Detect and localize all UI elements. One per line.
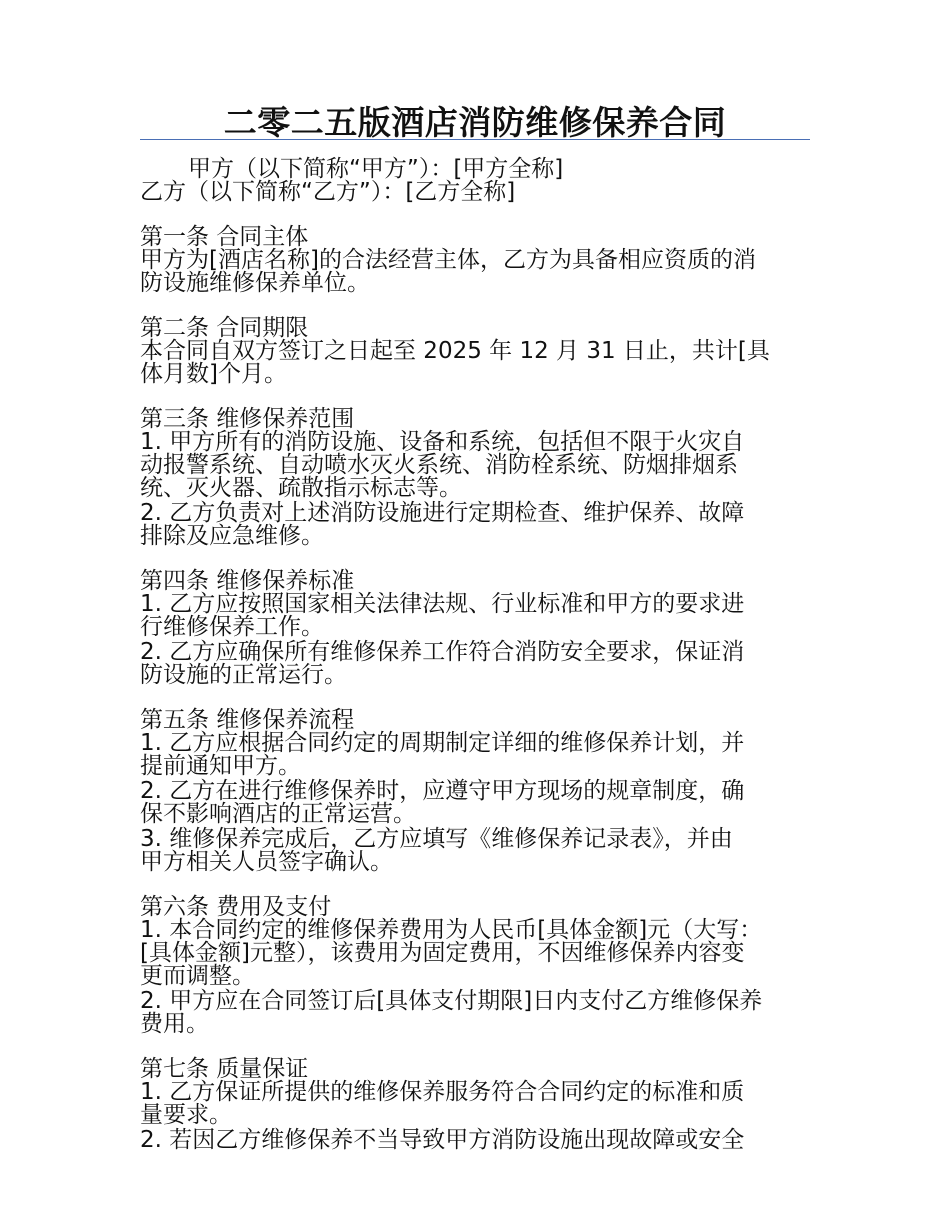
article-2-line: 本合同自双方签订之日起至 2025 年 12 月 31 日止，共计[具 — [140, 338, 770, 364]
article-7-heading: 第七条 质量保证 — [140, 1056, 309, 1082]
article-6-line: [具体金额]元整），该费用为固定费用，不因维修保养内容变 — [140, 940, 745, 966]
article-5-line: 保不影响酒店的正常运营。 — [140, 801, 416, 827]
article-5-line: 1. 乙方应根据合同约定的周期制定详细的维修保养计划，并 — [140, 730, 745, 756]
article-3-line: 统、灭火器、疏散指示标志等。 — [140, 475, 462, 501]
article-6-line: 费用。 — [140, 1011, 209, 1037]
article-3-line: 排除及应急维修。 — [140, 523, 324, 549]
article-7-line: 量要求。 — [140, 1102, 232, 1128]
article-3-line: 动报警系统、自动喷水灭火系统、消防栓系统、防烟排烟系 — [140, 452, 738, 478]
article-5-line: 甲方相关人员签字确认。 — [140, 849, 393, 875]
article-6-line: 更而调整。 — [140, 963, 255, 989]
article-7-line: 2. 若因乙方维修保养不当导致甲方消防设施出现故障或安全 — [140, 1127, 745, 1153]
article-3-heading: 第三条 维修保养范围 — [140, 406, 355, 432]
article-1-line: 防设施维修保养单位。 — [140, 270, 370, 296]
article-4-line: 2. 乙方应确保所有维修保养工作符合消防安全要求，保证消 — [140, 639, 745, 665]
article-3-line: 2. 乙方负责对上述消防设施进行定期检查、维护保养、故障 — [140, 500, 745, 526]
article-3-line: 1. 甲方所有的消防设施、设备和系统，包括但不限于火灾自 — [140, 429, 745, 455]
article-4-heading: 第四条 维修保养标准 — [140, 568, 355, 594]
party-a-line: 甲方（以下简称“甲方”）：[甲方全称] — [188, 156, 564, 182]
article-5-line: 提前通知甲方。 — [140, 753, 301, 779]
article-4-line: 行维修保养工作。 — [140, 614, 324, 640]
title-underline — [140, 139, 810, 140]
article-6-line: 2. 甲方应在合同签订后[具体支付期限]日内支付乙方维修保养 — [140, 988, 763, 1014]
article-1-heading: 第一条 合同主体 — [140, 224, 309, 250]
article-6-line: 1. 本合同约定的维修保养费用为人民币[具体金额]元（大写： — [140, 917, 763, 943]
article-1-line: 甲方为[酒店名称]的合法经营主体，乙方为具备相应资质的消 — [140, 247, 756, 273]
article-4-line: 1. 乙方应按照国家相关法律法规、行业标准和甲方的要求进 — [140, 591, 745, 617]
article-7-line: 1. 乙方保证所提供的维修保养服务符合合同约定的标准和质 — [140, 1079, 745, 1105]
article-2-heading: 第二条 合同期限 — [140, 315, 309, 341]
article-5-heading: 第五条 维修保养流程 — [140, 707, 355, 733]
article-5-line: 3. 维修保养完成后，乙方应填写《维修保养记录表》，并由 — [140, 826, 733, 852]
article-5-line: 2. 乙方在进行维修保养时，应遵守甲方现场的规章制度，确 — [140, 778, 745, 804]
document-body — [140, 158, 810, 1152]
document-title: 二零二五版酒店消防维修保养合同 — [223, 103, 727, 142]
article-4-line: 防设施的正常运行。 — [140, 662, 347, 688]
article-6-heading: 第六条 费用及支付 — [140, 894, 332, 920]
party-b-line: 乙方（以下简称“乙方”）：[乙方全称] — [140, 179, 516, 205]
article-2-line: 体月数]个月。 — [140, 361, 287, 387]
